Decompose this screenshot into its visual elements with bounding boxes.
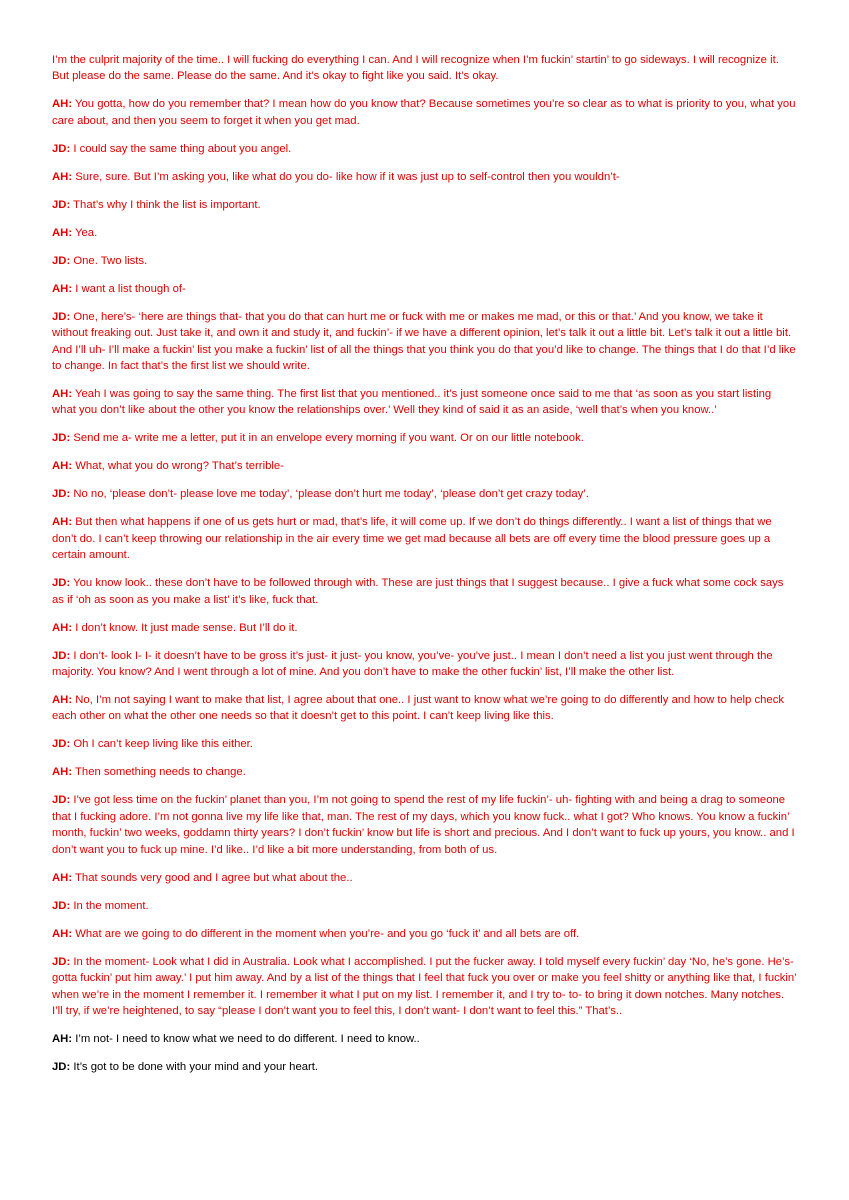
- paragraph-text: I’ve got less time on the fuckin’ planet than you, I’m not going to spend the rest of my life fuckin’- uh- fighting with and being a drag to someone that I fucking adore. I’m not gonna live my life like that, man. The rest of my days, which you know fuck.. what I got? Who knows. You know a fuckin’ month, fuckin’ two weeks, goddamn thirty years? I don’t fuckin’ know but life is short and precious. And I don’t want to fuck up yours, you know.. and I don’t want you to fuck up mine. I’d like.. I’d like a bit more understanding, from both of us.: [52, 794, 795, 856]
- speaker-label: AH:: [52, 460, 73, 473]
- speaker-label: JD:: [52, 955, 71, 968]
- speaker-label: JD:: [52, 899, 71, 912]
- speaker-label: AH:: [52, 282, 73, 295]
- transcript-paragraph: [52, 898, 797, 914]
- speaker-label: JD:: [52, 198, 71, 211]
- transcript-paragraph: [52, 253, 797, 269]
- paragraph-text: I’m the culprit majority of the time.. I will fucking do everything I can. And I will recognize when I’m fuckin’ startin’ to go sideways. I will recognize it. But please do the same. Please do the same. And it’s okay to fight like you said. It’s okay.: [52, 54, 779, 83]
- transcript-paragraph: [52, 486, 797, 502]
- speaker-label: JD:: [52, 142, 71, 155]
- paragraph-text: It’s got to be done with your mind and your heart.: [73, 1060, 319, 1073]
- paragraph-text: That’s why I think the list is important.: [73, 198, 261, 211]
- speaker-label: AH:: [52, 388, 73, 401]
- transcript-paragraph: [52, 648, 797, 681]
- paragraph-text: I’m not- I need to know what we need to do different. I need to know..: [75, 1032, 420, 1045]
- speaker-label: AH:: [52, 226, 73, 239]
- speaker-label: AH:: [52, 871, 73, 884]
- transcript-paragraph: [52, 764, 797, 780]
- transcript-paragraph: [52, 954, 797, 1020]
- speaker-label: JD:: [52, 738, 71, 751]
- paragraph-text: In the moment.: [73, 899, 149, 912]
- transcript-paragraph: [52, 430, 797, 446]
- speaker-label: AH:: [52, 621, 73, 634]
- transcript-paragraph: [52, 225, 797, 241]
- transcript-paragraph: [52, 281, 797, 297]
- transcript-paragraph: [52, 1059, 797, 1075]
- transcript-paragraph: [52, 926, 797, 942]
- transcript-paragraph: [52, 792, 797, 858]
- transcript-paragraph: [52, 692, 797, 725]
- speaker-label: JD:: [52, 432, 71, 445]
- paragraph-text: You gotta, how do you remember that? I mean how do you know that? Because sometimes you’re so clear as to what is priority to you, what you care about, and then you seem to forget it when you get mad.: [52, 98, 796, 127]
- paragraph-text: What are we going to do different in the moment when you’re- and you go ‘fuck it’ and all bets are off.: [75, 927, 580, 940]
- transcript-paragraph: [52, 169, 797, 185]
- speaker-label: JD:: [52, 488, 71, 501]
- speaker-label: AH:: [52, 516, 73, 529]
- paragraph-text: That sounds very good and I agree but what about the..: [75, 871, 353, 884]
- paragraph-text: One, here’s- ‘here are things that- that you do that can hurt me or fuck with me or makes me mad, or this or that.’ And you know, we take it without freaking out. Just take it, and own it and study it, and fuckin’- if we have a different opinion, let’s talk it out a little bit. Let’s talk it out a little bit. And I’ll uh- I’ll make a fuckin’ list you make a fuckin’ list of all the things that you think you do that you’d like to change. The things that I do that I’d like to change. In fact that’s the first list we should write.: [52, 310, 796, 373]
- transcript-paragraph: [52, 736, 797, 752]
- speaker-label: JD:: [52, 577, 71, 590]
- speaker-label: JD:: [52, 794, 71, 807]
- speaker-label: AH:: [52, 98, 73, 111]
- paragraph-text: Yea.: [75, 226, 98, 239]
- transcript-paragraph: [52, 575, 797, 608]
- speaker-label: JD:: [52, 254, 71, 267]
- transcript-paragraph: [52, 52, 797, 85]
- paragraph-text: You know look.. these don’t have to be followed through with. These are just things that I suggest because.. I give a fuck what some cock says as if ‘oh as soon as you make a list’ it’s like, fuck that.: [52, 577, 784, 606]
- transcript-paragraph: [52, 514, 797, 563]
- paragraph-text: Then something needs to change.: [75, 766, 246, 779]
- paragraph-text: Sure, sure. But I’m asking you, like what do you do- like how if it was just up to self-control then you wouldn’t-: [75, 170, 620, 183]
- paragraph-text: What, what you do wrong? That’s terrible-: [75, 460, 284, 473]
- transcript-paragraph: [52, 197, 797, 213]
- transcript-paragraph: [52, 386, 797, 419]
- transcript-paragraph: [52, 870, 797, 886]
- paragraph-text: Yeah I was going to say the same thing. The first list that you mentioned.. it’s just someone once said to me that ‘as soon as you start listing what you don’t like about the other you know the relationships over.’ Well they kind of said it as an aside, ‘well that’s when you know..’: [52, 388, 772, 417]
- transcript-page: [52, 52, 797, 1087]
- speaker-label: AH:: [52, 1032, 73, 1045]
- transcript-paragraph: [52, 1031, 797, 1047]
- speaker-label: JD:: [52, 649, 71, 662]
- paragraph-text: I don’t- look I- I- it doesn’t have to be gross it’s just- it just- you know, you’ve- you’ve just.. I mean I don’t need a list you just went through the majority. You know? And I went through a lot of mine. And you don’t have to make the other fuckin’ list, I’ll make the other list.: [52, 649, 773, 679]
- paragraph-text: Oh I can’t keep living like this either.: [73, 738, 253, 751]
- paragraph-text: I want a list though of-: [75, 282, 186, 295]
- paragraph-text: Send me a- write me a letter, put it in an envelope every morning if you want. Or on our little notebook.: [73, 432, 584, 445]
- paragraph-text: No no, ‘please don’t- please love me today’, ‘please don’t hurt me today’, ‘please don’t get crazy today’.: [73, 488, 589, 501]
- transcript-paragraph: [52, 141, 797, 157]
- transcript-paragraph: [52, 96, 797, 129]
- paragraph-text: But then what happens if one of us gets hurt or mad, that’s life, it will come up. If we don’t do things differently.. I want a list of things that we don’t do. I can’t keep throwing our relationship in the air every time we get mad because all bets are off every time the blood pressure goes up a certain amount.: [52, 516, 772, 562]
- transcript-paragraph: [52, 309, 797, 375]
- transcript-paragraph: [52, 458, 797, 474]
- speaker-label: AH:: [52, 766, 73, 779]
- paragraph-text: I don’t know. It just made sense. But I’ll do it.: [75, 621, 298, 634]
- paragraph-text: In the moment- Look what I did in Australia. Look what I accomplished. I put the fucker away. I told myself every fuckin’ day ‘No, he’s gone. He’s- gotta fuckin’ put him away.’ I put him away. And by a list of the things that I feel that fuck you over or make you feel shitty or anything like that, I fuckin’ when we’re in the moment I remember it. I remember it what I put on my list. I remember it, and I try to- to- to bring it down notches. Many notches. I’ll try, if we’re heightened, to say “please I don’t want you to feel this, I don’t want- I don’t want to feel this.” That’s..: [52, 955, 797, 1017]
- speaker-label: JD:: [52, 1060, 71, 1073]
- speaker-label: AH:: [52, 694, 73, 707]
- paragraph-text: One. Two lists.: [73, 254, 148, 267]
- paragraph-text: I could say the same thing about you angel.: [73, 142, 292, 155]
- speaker-label: JD:: [52, 310, 71, 323]
- speaker-label: AH:: [52, 170, 73, 183]
- paragraph-text: No, I’m not saying I want to make that list, I agree about that one.. I just want to know what we’re going to do differently and how to help check each other on what the other one needs so that it doesn’t get to this point. I can’t keep living like this.: [52, 694, 784, 723]
- transcript-paragraph: [52, 620, 797, 636]
- speaker-label: AH:: [52, 927, 73, 940]
